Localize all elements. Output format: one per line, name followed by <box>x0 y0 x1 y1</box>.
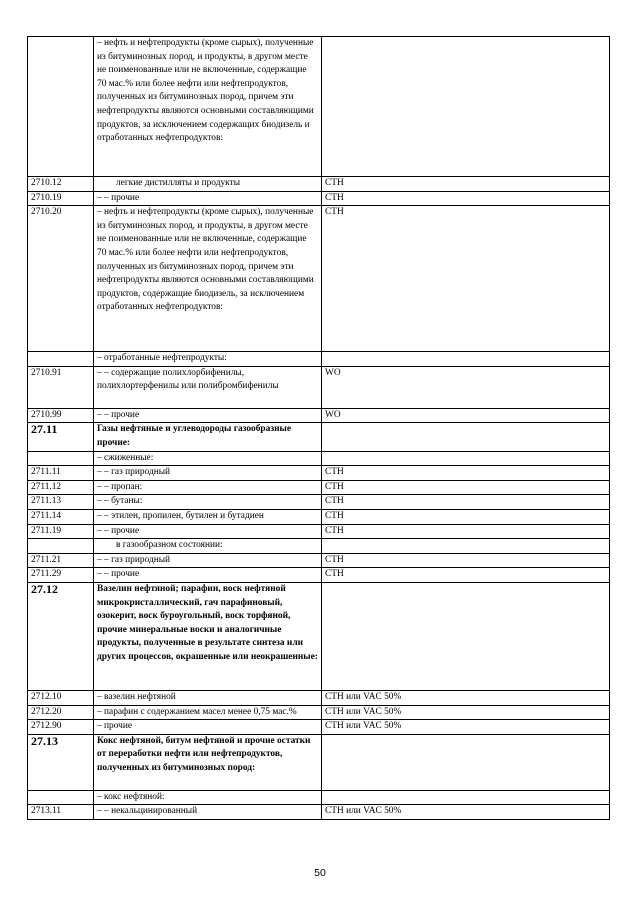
rule-cell <box>322 423 610 451</box>
description-cell: – вазелин нефтяной <box>94 690 322 705</box>
code-cell: 2711.21 <box>28 553 94 568</box>
rule-cell: СТН <box>322 466 610 481</box>
rule-cell <box>322 582 610 690</box>
rule-cell <box>322 790 610 805</box>
description-cell: – – бутаны: <box>94 495 322 510</box>
rule-cell: СТН <box>322 480 610 495</box>
table-row <box>28 466 610 481</box>
rule-cell: СТН <box>322 495 610 510</box>
table-row <box>28 408 610 423</box>
description-cell: легкие дистилляты и продукты <box>94 177 322 192</box>
code-cell: 2711.29 <box>28 568 94 583</box>
rule-cell: СТН или VAC 50% <box>322 805 610 820</box>
rule-cell: СТН <box>322 206 610 352</box>
description-cell: – сжиженные: <box>94 451 322 466</box>
description-cell: – – прочие <box>94 524 322 539</box>
code-cell: 27.12 <box>28 582 94 690</box>
code-cell: 2710.91 <box>28 366 94 408</box>
description-cell: – – содержащие полихлорбифенилы, полихлортерфенилы или полибромбифенилы <box>94 366 322 408</box>
code-cell: 2711.11 <box>28 466 94 481</box>
code-cell: 2710.19 <box>28 191 94 206</box>
table-row <box>28 539 610 554</box>
rule-cell <box>322 539 610 554</box>
rule-cell: WO <box>322 366 610 408</box>
code-cell: 2711.19 <box>28 524 94 539</box>
table-row <box>28 734 610 790</box>
code-cell: 2711.14 <box>28 509 94 524</box>
rule-cell: СТН или VAC 50% <box>322 720 610 735</box>
table-row <box>28 582 610 690</box>
description-cell: – нефть и нефтепродукты (кроме сырых), полученные из битуминозных пород, и продукты, в другом месте не поименованные или не включенные, содержащие 70 мас.% или более нефти или нефтепродуктов, полученных из битуминозных пород, причем эти нефтепродукты являются основными составляющими продуктов, содержащие биодизель, за исключением отработанных нефтепродуктов: <box>94 206 322 352</box>
rule-cell <box>322 352 610 367</box>
table-row <box>28 553 610 568</box>
table-row <box>28 177 610 192</box>
description-cell: – – пропан: <box>94 480 322 495</box>
rule-cell: СТН <box>322 553 610 568</box>
table-row <box>28 206 610 352</box>
table-row <box>28 568 610 583</box>
tariff-table <box>27 36 610 820</box>
code-cell: 27.13 <box>28 734 94 790</box>
table-row <box>28 705 610 720</box>
rule-cell <box>322 451 610 466</box>
rule-cell: СТН <box>322 568 610 583</box>
rule-cell: СТН <box>322 509 610 524</box>
table-row <box>28 790 610 805</box>
description-cell: – – прочие <box>94 191 322 206</box>
table-row <box>28 191 610 206</box>
table-row <box>28 37 610 177</box>
description-cell: Вазелин нефтяной; парафин, воск нефтяной микрокристаллический, гач парафиновый, озокерит, воск буроугольный, воск торфяной, прочие минеральные воски и аналогичные продукты, полученные в результате синтеза или других процессов, окрашенные или неокрашенные: <box>94 582 322 690</box>
code-cell: 2712.20 <box>28 705 94 720</box>
description-cell: – нефть и нефтепродукты (кроме сырых), полученные из битуминозных пород, и продукты, в другом месте не поименованные или не включенные, содержащие 70 мас.% или более нефти или нефтепродуктов, полученных из битуминозных пород, причем эти нефтепродукты являются основными составляющими продуктов, за исключением содержащих биодизель и отработанных нефтепродуктов: <box>94 37 322 177</box>
table-row <box>28 480 610 495</box>
description-cell: Кокс нефтяной, битум нефтяной и прочие остатки от переработки нефти или нефтепродуктов, полученных из битуминозных пород: <box>94 734 322 790</box>
table-row <box>28 720 610 735</box>
rule-cell: СТН или VAC 50% <box>322 690 610 705</box>
code-cell <box>28 539 94 554</box>
description-cell: Газы нефтяные и углеводороды газообразные прочие: <box>94 423 322 451</box>
table-row <box>28 352 610 367</box>
table-row <box>28 509 610 524</box>
code-cell: 2711.13 <box>28 495 94 510</box>
code-cell <box>28 790 94 805</box>
code-cell: 2711.12 <box>28 480 94 495</box>
code-cell <box>28 451 94 466</box>
code-cell: 2710.20 <box>28 206 94 352</box>
table-row <box>28 451 610 466</box>
code-cell: 2713.11 <box>28 805 94 820</box>
description-cell: – – некальцинированный <box>94 805 322 820</box>
description-cell: – – прочие <box>94 408 322 423</box>
description-cell: – – этилен, пропилен, бутилен и бутадиен <box>94 509 322 524</box>
table-row <box>28 805 610 820</box>
code-cell: 2712.90 <box>28 720 94 735</box>
rule-cell: СТН <box>322 524 610 539</box>
rule-cell <box>322 37 610 177</box>
code-cell: 2712.10 <box>28 690 94 705</box>
description-cell: – – прочие <box>94 568 322 583</box>
rule-cell: СТН или VAC 50% <box>322 705 610 720</box>
code-cell: 27.11 <box>28 423 94 451</box>
description-cell: – прочие <box>94 720 322 735</box>
page-number: 50 <box>314 867 326 879</box>
table-row <box>28 524 610 539</box>
description-cell: в газообразном состоянии: <box>94 539 322 554</box>
description-cell: – – газ природный <box>94 553 322 568</box>
table-row <box>28 366 610 408</box>
rule-cell: СТН <box>322 177 610 192</box>
code-cell: 2710.99 <box>28 408 94 423</box>
table-row <box>28 495 610 510</box>
table-row <box>28 423 610 451</box>
code-cell <box>28 37 94 177</box>
description-cell: – – газ природный <box>94 466 322 481</box>
rule-cell <box>322 734 610 790</box>
description-cell: – отработанные нефтепродукты: <box>94 352 322 367</box>
table-row <box>28 690 610 705</box>
rule-cell: СТН <box>322 191 610 206</box>
description-cell: – кокс нефтяной: <box>94 790 322 805</box>
code-cell <box>28 352 94 367</box>
rule-cell: WO <box>322 408 610 423</box>
description-cell: – парафин с содержанием масел менее 0,75 мас.% <box>94 705 322 720</box>
code-cell: 2710.12 <box>28 177 94 192</box>
